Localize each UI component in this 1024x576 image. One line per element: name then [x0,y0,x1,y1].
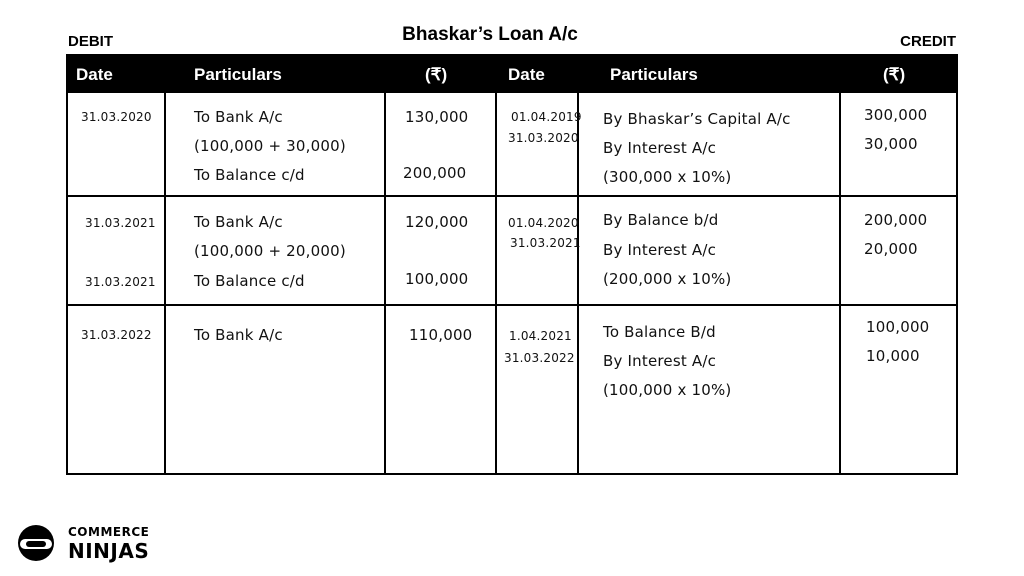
credit-date: 01.04.2019 [511,110,582,124]
row-divider [68,195,956,197]
column-divider [384,93,386,475]
credit-amount: 100,000 [866,318,930,336]
debit-amount: 130,000 [405,108,469,126]
credit-particular: (100,000 x 10%) [603,381,732,399]
credit-date: 31.03.2022 [504,351,575,365]
debit-particular: To Balance c/d [194,272,305,290]
logo-text-line2: NINJAS [68,539,150,563]
header-date-credit: Date [508,65,545,84]
debit-amount: 120,000 [405,213,469,231]
debit-date: 31.03.2021 [85,216,156,230]
table-header [68,56,956,93]
debit-amount: 110,000 [409,326,473,344]
credit-date: 01.04.2020 [508,216,579,230]
credit-particular: By Bhaskar’s Capital A/c [603,110,791,128]
debit-particular: (100,000 + 30,000) [194,137,346,155]
credit-amount: 30,000 [864,135,918,153]
ninja-icon [18,525,54,561]
debit-particular: To Balance c/d [194,166,305,184]
debit-date: 31.03.2022 [81,328,152,342]
column-divider [495,93,497,475]
column-divider [577,93,579,475]
debit-particular: To Bank A/c [194,326,283,344]
ledger-table [66,54,958,475]
credit-particular: By Interest A/c [603,352,717,370]
commerce-ninjas-logo [18,523,150,563]
debit-particular: (100,000 + 20,000) [194,242,346,260]
column-divider [839,93,841,475]
header-particulars-credit: Particulars [610,65,698,84]
column-divider [164,93,166,475]
header-amount-debit: (₹) [425,65,448,84]
debit-amount: 100,000 [405,270,469,288]
credit-particular: (300,000 x 10%) [603,168,732,186]
credit-date: 31.03.2020 [508,131,579,145]
credit-amount: 300,000 [864,106,928,124]
credit-particular: By Interest A/c [603,241,717,259]
credit-particular: To Balance B/d [603,323,716,341]
logo-text-line1: COMMERCE [68,525,150,539]
ledger-title: Bhaskar’s Loan A/c [402,24,578,45]
credit-amount: 200,000 [864,211,928,229]
debit-date: 31.03.2021 [85,275,156,289]
header-amount-credit: (₹) [883,65,906,84]
header-particulars-debit: Particulars [194,65,282,84]
credit-date: 31.03.2021 [510,236,581,250]
debit-date: 31.03.2020 [81,110,152,124]
credit-amount: 10,000 [866,347,920,365]
credit-particular: (200,000 x 10%) [603,270,732,288]
credit-particular: By Balance b/d [603,211,719,229]
credit-label: CREDIT [900,33,956,50]
credit-date: 1.04.2021 [509,329,572,343]
row-divider [68,304,956,306]
debit-particular: To Bank A/c [194,108,283,126]
debit-particular: To Bank A/c [194,213,283,231]
credit-particular: By Interest A/c [603,139,717,157]
credit-amount: 20,000 [864,240,918,258]
debit-amount: 200,000 [403,164,467,182]
debit-label: DEBIT [68,33,113,50]
header-date-debit: Date [76,65,113,84]
